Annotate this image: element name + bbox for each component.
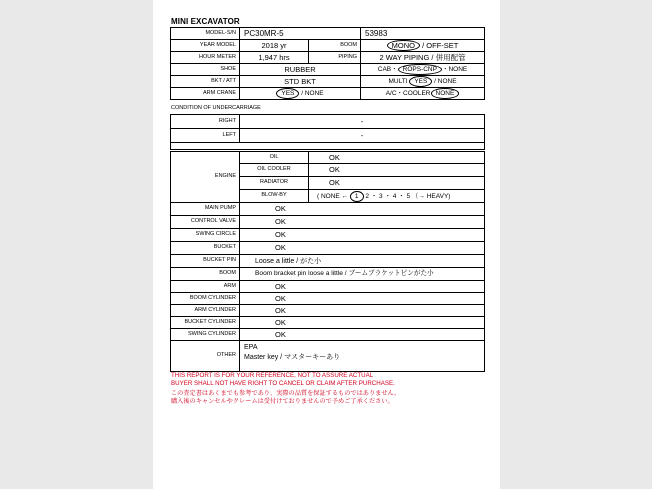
- hour-label: HOUR METER: [171, 52, 240, 64]
- spacer-row: [171, 143, 485, 150]
- cab-value: [361, 64, 485, 76]
- blowby-value: [309, 190, 485, 203]
- bkt-value: STD BKT: [240, 76, 361, 88]
- condition-label-arm: ARM: [171, 281, 240, 293]
- shoe-value: RUBBER: [240, 64, 361, 76]
- piping-label: PIPING: [309, 52, 361, 64]
- year-label: YEAR MODEL: [171, 40, 240, 52]
- undercarriage-heading: CONDITION OF UNDERCARRIAGE: [171, 105, 261, 111]
- table-row: [171, 317, 485, 329]
- condition-value-boom-cylinder: OK: [240, 293, 485, 305]
- boom-value: [361, 40, 485, 52]
- condition-value-boom: Boom bracket pin loose a little / ブームブラケットピンがた小: [240, 268, 485, 281]
- radiator-value: OK: [309, 177, 485, 190]
- right-label: RIGHT: [171, 115, 240, 129]
- oil-value: OK: [309, 152, 485, 164]
- table-row: [171, 216, 485, 229]
- arm-crane-value: [240, 88, 361, 100]
- report-title: MINI EXCAVATOR: [171, 17, 240, 26]
- undercarriage-table: [170, 114, 485, 150]
- condition-value-bucket-cylinder: OK: [240, 317, 485, 329]
- condition-value-bucket-pin: Loose a little / がた小: [240, 255, 485, 268]
- other-value: [240, 341, 485, 372]
- condition-label-control-valve: CONTROL VALVE: [171, 216, 240, 229]
- blowby-rest: 2 ・ 3 ・ 4 ・ 5 （→ HEAVY): [365, 192, 451, 200]
- table-row: [171, 203, 485, 216]
- table-row: [171, 293, 485, 305]
- table-row: [171, 281, 485, 293]
- condition-label-bucket-cylinder: BUCKET CYLINDER: [171, 317, 240, 329]
- left-label: LEFT: [171, 129, 240, 143]
- disclaimer-line-2: BUYER SHALL NOT HAVE RIGHT TO CANCEL OR CLAIM AFTER PURCHASE.: [171, 380, 395, 387]
- model-label: MODEL-S/N: [171, 28, 240, 40]
- arm-crane-label: ARM CRANE: [171, 88, 240, 100]
- condition-value-arm-cylinder: OK: [240, 305, 485, 317]
- shoe-label: SHOE: [171, 64, 240, 76]
- boom-selected: MONO: [387, 40, 420, 51]
- table-row: [171, 229, 485, 242]
- blowby-label: BLOW-BY: [240, 190, 309, 203]
- multi-value: [361, 76, 485, 88]
- condition-table: [170, 151, 485, 372]
- spec-table: [170, 27, 485, 100]
- table-row: [171, 242, 485, 255]
- right-value: -: [240, 115, 485, 129]
- arm-crane-selected: YES: [276, 88, 299, 99]
- model-value: PC30MR-5: [240, 28, 361, 40]
- other-label: OTHER: [171, 341, 240, 372]
- engine-label: ENGINE: [171, 152, 240, 203]
- condition-label-boom: BOOM: [171, 268, 240, 281]
- ac-value: [361, 88, 485, 100]
- disclaimer-line-3: この査定書はあくまでも参考であり、実際の品質を保証するものではありません。: [171, 390, 401, 397]
- condition-value-arm: OK: [240, 281, 485, 293]
- table-row: [171, 305, 485, 317]
- condition-label-swing-cylinder: SWING CYLINDER: [171, 329, 240, 341]
- ac-label: A/C・COOLER: [385, 90, 431, 97]
- left-value: -: [240, 129, 485, 143]
- boom-label: BOOM: [309, 40, 361, 52]
- cab-sep-2: ・: [441, 66, 449, 73]
- condition-value-bucket: OK: [240, 242, 485, 255]
- arm-crane-other: NONE: [304, 90, 324, 97]
- oil-label: OIL: [240, 152, 309, 164]
- cab-selected: ROPS-CNP: [398, 64, 442, 75]
- ac-selected: NONE: [431, 88, 460, 99]
- cab-sep: ・: [391, 66, 398, 73]
- year-value: 2018 yr: [240, 40, 309, 52]
- condition-label-bucket: BUCKET: [171, 242, 240, 255]
- oil-cooler-label: OIL COOLER: [240, 164, 309, 177]
- report-page: [153, 0, 500, 489]
- multi-other: NONE: [437, 78, 457, 85]
- blowby-selected: 1: [350, 191, 364, 202]
- boom-other: OFF-SET: [426, 41, 459, 50]
- serial-value: 53983: [361, 28, 485, 40]
- bkt-label: BKT / ATT: [171, 76, 240, 88]
- blowby-prefix: ( NONE ←: [317, 192, 349, 200]
- arm-crane-sep: /: [301, 90, 304, 97]
- multi-label: MULTI: [388, 78, 408, 85]
- condition-label-boom-cylinder: BOOM CYLINDER: [171, 293, 240, 305]
- disclaimer-line-1: THIS REPORT IS FOR YOUR REFERENCE, NOT TO ASSURE ACTUAL: [171, 372, 374, 379]
- multi-selected: YES: [409, 76, 432, 87]
- table-row: [171, 255, 485, 268]
- condition-value-swing-circle: OK: [240, 229, 485, 242]
- condition-label-bucket-pin: BUCKET PIN: [171, 255, 240, 268]
- cab-other: NONE: [448, 66, 468, 73]
- condition-value-control-valve: OK: [240, 216, 485, 229]
- condition-label-swing-circle: SWING CIRCLE: [171, 229, 240, 242]
- disclaimer-line-4: 購入後のキャンセルやクレームは受付けておりませんので予めご了承ください。: [171, 398, 394, 405]
- other-line-2: Master key / マスターキーあり: [244, 354, 341, 361]
- condition-value-swing-cylinder: OK: [240, 329, 485, 341]
- table-row: [171, 329, 485, 341]
- multi-sep: /: [434, 78, 436, 85]
- hour-value: 1,947 hrs: [240, 52, 309, 64]
- oil-cooler-value: OK: [309, 164, 485, 177]
- other-line-1: EPA: [244, 344, 258, 351]
- condition-label-arm-cylinder: ARM CYLINDER: [171, 305, 240, 317]
- cab-label: CAB: [377, 66, 392, 73]
- boom-sep: /: [422, 41, 425, 50]
- piping-value: 2 WAY PIPING / 併用配管: [361, 52, 485, 64]
- condition-label-main-pump: MAIN PUMP: [171, 203, 240, 216]
- table-row: [171, 268, 485, 281]
- condition-value-main-pump: OK: [240, 203, 485, 216]
- radiator-label: RADIATOR: [240, 177, 309, 190]
